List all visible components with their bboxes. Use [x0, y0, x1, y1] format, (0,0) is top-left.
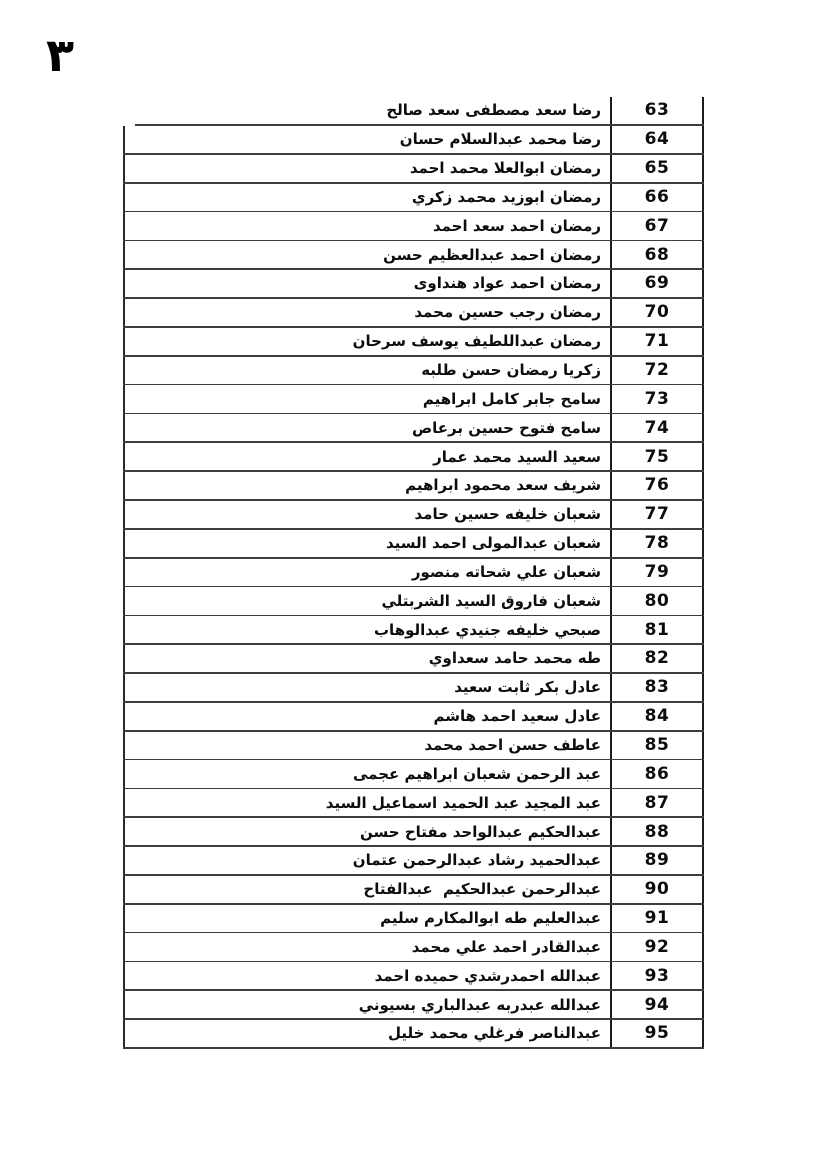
number-cell: 87 [610, 789, 702, 818]
name-cell: شعبان علي شحاته منصور [411, 562, 601, 581]
page-number: ٣ [46, 28, 75, 82]
name-cell: طه محمد حامد سعداوي [428, 649, 601, 668]
number-cell: 80 [610, 587, 702, 616]
table-row [123, 818, 704, 847]
name-cell: شعبان عبدالمولى احمد السيد [385, 534, 601, 553]
table-row [123, 760, 704, 789]
name-cell: عبد الرحمن شعبان ابراهيم عجمى [353, 764, 601, 783]
name-cell: شريف سعد محمود ابراهيم [405, 476, 601, 495]
name-cell: عادل بكر ثابت سعيد [454, 678, 601, 697]
number-cell: 69 [610, 270, 702, 299]
table-row [123, 991, 704, 1020]
table-row [123, 385, 704, 414]
number-cell: 65 [610, 155, 702, 184]
name-cell: عبدالقادر احمد علي محمد [411, 937, 601, 956]
number-cell: 93 [610, 962, 702, 991]
name-cell: رمضان احمد سعد احمد [432, 216, 601, 235]
number-cell: 76 [610, 472, 702, 501]
table-row [123, 299, 704, 328]
number-cell: 77 [610, 501, 702, 530]
name-cell: زكريا رمضان حسن طلبه [421, 361, 601, 380]
name-cell: سعيد السيد محمد عمار [433, 447, 601, 466]
name-cell: عبدالعليم طه ابوالمكارم سليم [380, 909, 601, 928]
number-cell: 84 [610, 703, 702, 732]
name-cell: عبدالرحمن عبدالحكيم عبدالفتاح [363, 880, 601, 899]
number-cell: 82 [610, 645, 702, 674]
name-cell: رمضان احمد عواد هنداوى [413, 274, 601, 293]
name-cell: رضا سعد مصطفى سعد صالح [386, 101, 601, 120]
table-row [123, 616, 704, 645]
table-row [123, 703, 704, 732]
number-cell: 94 [610, 991, 702, 1020]
number-cell: 92 [610, 933, 702, 962]
table-row [123, 962, 704, 991]
name-cell: رمضان احمد عبدالعظيم حسن [383, 245, 601, 264]
name-cell: عبد المجيد عبد الحميد اسماعيل السيد [325, 793, 601, 812]
number-cell: 86 [610, 760, 702, 789]
number-cell: 88 [610, 818, 702, 847]
number-cell: 68 [610, 241, 702, 270]
number-cell: 90 [610, 876, 702, 905]
table-row [123, 328, 704, 357]
name-cell: عبدالحميد رشاد عبدالرحمن عتمان [352, 851, 601, 870]
number-cell: 70 [610, 299, 702, 328]
name-cell: رمضان عبداللطيف يوسف سرحان [352, 332, 601, 351]
number-cell: 74 [610, 414, 702, 443]
number-cell: 63 [610, 97, 702, 126]
table-row [123, 155, 704, 184]
number-cell: 81 [610, 616, 702, 645]
table-row [123, 933, 704, 962]
name-cell: عبدالله عبدربه عبدالباري بسيوني [358, 995, 601, 1014]
name-cell: رمضان ابوزيد محمد زكري [411, 187, 601, 206]
table-row [123, 645, 704, 674]
number-cell: 83 [610, 674, 702, 703]
number-cell: 67 [610, 212, 702, 241]
name-cell: رضا محمد عبدالسلام حسان [399, 130, 601, 149]
table-row [123, 847, 704, 876]
table-row [123, 905, 704, 934]
table-row [123, 241, 704, 270]
name-cell: سامح جابر كامل ابراهيم [422, 389, 601, 408]
name-cell: شعبان خليفه حسين حامد [414, 505, 601, 524]
table-row [123, 789, 704, 818]
table-row [123, 674, 704, 703]
table-row [123, 357, 704, 386]
number-cell: 78 [610, 530, 702, 559]
table-row [123, 530, 704, 559]
number-cell: 89 [610, 847, 702, 876]
number-cell: 75 [610, 443, 702, 472]
number-cell: 66 [610, 184, 702, 213]
table-row [123, 1020, 704, 1049]
table-row [123, 126, 704, 155]
table-row [123, 443, 704, 472]
table-row [123, 587, 704, 616]
name-cell: عبدالحكيم عبدالواحد مفتاح حسن [360, 822, 601, 841]
number-cell: 71 [610, 328, 702, 357]
table-row [123, 472, 704, 501]
table-row [123, 414, 704, 443]
roster-table [123, 97, 704, 1049]
table-row [123, 501, 704, 530]
table-row [123, 97, 704, 126]
table-row [123, 559, 704, 588]
number-cell: 85 [610, 732, 702, 761]
name-cell: عادل سعيد احمد هاشم [433, 707, 601, 726]
name-cell: صبحي خليفه جنيدي عبدالوهاب [373, 620, 601, 639]
name-cell: عبدالله احمدرشدي حميده احمد [374, 966, 601, 985]
number-cell: 79 [610, 559, 702, 588]
number-cell: 72 [610, 357, 702, 386]
number-cell: 95 [610, 1020, 702, 1049]
table-row [123, 212, 704, 241]
name-cell: رمضان ابوالعلا محمد احمد [409, 159, 601, 178]
table-row [123, 184, 704, 213]
number-cell: 64 [610, 126, 702, 155]
table-row [123, 270, 704, 299]
name-cell: شعبان فاروق السيد الشربتلي [381, 591, 601, 610]
name-cell: عاطف حسن احمد محمد [424, 735, 601, 754]
name-cell: سامح فتوح حسين برعاص [411, 418, 601, 437]
number-cell: 73 [610, 385, 702, 414]
table-row [123, 876, 704, 905]
table-row [123, 732, 704, 761]
name-cell: رمضان رجب حسين محمد [414, 303, 601, 322]
name-cell: عبدالناصر فرغلي محمد خليل [387, 1024, 601, 1043]
number-cell: 91 [610, 905, 702, 934]
